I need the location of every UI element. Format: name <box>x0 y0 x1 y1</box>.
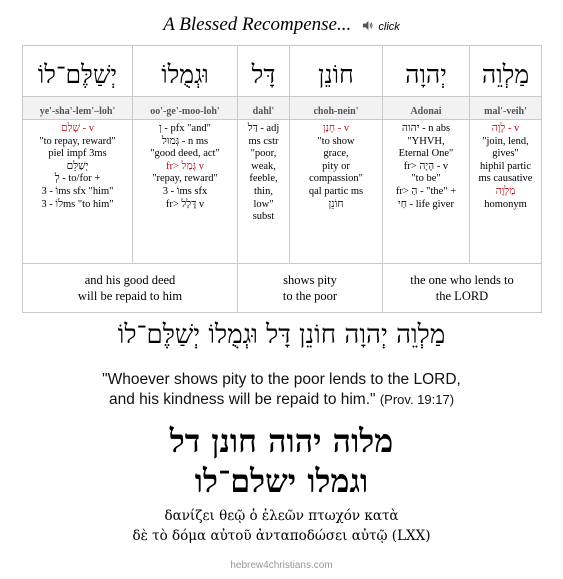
transliteration: mal'-veih' <box>484 105 527 117</box>
transliteration-row <box>23 97 542 120</box>
gloss-line: feeble, <box>249 173 278 185</box>
gloss-line: fr> הַ - "the" + <box>395 185 457 197</box>
gloss-line: שָׁלַם - v <box>61 123 94 134</box>
gloss-line: "YHVH, <box>407 135 445 147</box>
column-gloss-3 <box>290 120 383 264</box>
gloss-line: "repay, reward" <box>152 173 218 185</box>
verse-hebrew: מַלְוֵה יְהוָה חוֹנֵן דָּל וּגְמֻלוֹ יְשַׁלֶּם־לוֹ <box>117 320 446 350</box>
verse-reference: (Prov. 19:17) <box>379 392 455 407</box>
hebrew-row <box>23 46 542 97</box>
column-translit-1 <box>133 97 238 120</box>
gloss-line: grace, <box>323 148 349 160</box>
gloss-line: מַלְוֶה <box>495 185 516 197</box>
column-hebrew-2 <box>238 46 290 97</box>
speaker-icon[interactable] <box>362 20 373 31</box>
column-gloss-0 <box>23 120 133 264</box>
translation-line: the one who lends to <box>410 273 514 287</box>
stam-line: מלוה יהוה חונן דל <box>169 422 394 460</box>
gloss-line: חָנַן - v <box>322 123 350 134</box>
gloss-line: יהוה - n abs <box>401 123 451 134</box>
column-translit-0 <box>23 97 133 120</box>
gloss-line: compassion" <box>309 173 363 185</box>
verse-english-text: and his kindness will be repaid to him." <box>108 391 376 408</box>
word-analysis-table <box>22 45 542 313</box>
gloss-line: fr> גָּמַל v <box>165 160 205 172</box>
gloss-line: לוֹ - 3ms "to him" <box>41 198 114 210</box>
gloss-line: וֹ - 3ms sfx "him" <box>41 185 114 197</box>
gloss-line: piel impf 3ms <box>48 148 107 160</box>
gloss-line: לָוָה - v <box>491 123 520 134</box>
column-gloss-2 <box>238 120 290 264</box>
gloss-line: "good deed, act" <box>150 148 220 160</box>
gloss-row <box>23 120 542 264</box>
hebrew-word: חוֹנֵן <box>318 60 354 89</box>
hebrew-word: וּגְמֻלוֹ <box>161 60 209 89</box>
hebrew-word: יְהוָה <box>405 60 447 89</box>
gloss-line: low" <box>253 198 274 210</box>
gloss-line: fr> דָּלַל v <box>165 198 205 210</box>
footer-credit: hebrew4christians.com <box>230 560 333 571</box>
column-translit-4 <box>383 97 470 120</box>
english-row <box>23 264 542 313</box>
stam-line: וגמלו ישלם־לו <box>194 462 369 500</box>
gloss-line: "poor, <box>250 148 277 160</box>
gloss-line: fr> הָיָה - v <box>403 160 449 172</box>
column-hebrew-1 <box>133 46 238 97</box>
column-translit-5 <box>470 97 542 120</box>
gloss-line: וְ - pfx "and" <box>159 123 211 134</box>
gloss-line: homonym <box>484 198 527 210</box>
translation-cell-2 <box>383 264 542 313</box>
gloss-line: thin, <box>254 185 273 197</box>
gloss-line: hiphil partic <box>479 160 532 172</box>
translation-line: will be repaid to him <box>77 289 183 303</box>
gloss-line: "to be" <box>411 173 441 185</box>
column-hebrew-4 <box>383 46 470 97</box>
transliteration: choh-nein' <box>313 105 359 117</box>
verse-english-line: "Whoever shows pity to the poor lends to the LORD, <box>102 371 461 388</box>
column-gloss-5 <box>470 120 542 264</box>
column-gloss-4 <box>383 120 470 264</box>
gloss-line: וֹ - 3ms sfx <box>162 185 208 197</box>
transliteration: ye'-sha'-lem'–loh' <box>39 105 116 117</box>
column-hebrew-0 <box>23 46 133 97</box>
gloss-line: Eternal One" <box>398 148 454 160</box>
verse-english <box>0 370 563 410</box>
verse-english-line <box>0 390 563 410</box>
gloss-line: "join, lend, <box>482 135 529 147</box>
gloss-line: לְ - to/for + <box>54 173 101 185</box>
gloss-line: דַּל - adj <box>247 123 280 134</box>
translation-line: and his good deed <box>84 273 176 287</box>
page-title: A Blessed Recompense... <box>163 14 352 35</box>
column-hebrew-3 <box>290 46 383 97</box>
gloss-line: חַי - life giver <box>398 198 454 210</box>
translation-cell-1 <box>238 264 383 313</box>
gloss-line: gives" <box>492 148 519 160</box>
hebrew-word: יְשַׁלֶּם־לוֹ <box>37 60 118 89</box>
column-translit-3 <box>290 97 383 120</box>
gloss-line: יְשַׁלֵּם <box>66 160 89 172</box>
translation-line: to the poor <box>282 289 338 303</box>
gloss-line: "to show <box>317 135 355 147</box>
gloss-line: ms cstr <box>248 135 279 147</box>
gloss-line: weak, <box>251 160 276 172</box>
column-hebrew-5 <box>470 46 542 97</box>
gloss-line: pity or <box>322 160 350 172</box>
translation-cell-0 <box>23 264 238 313</box>
gloss-line: subst <box>252 211 275 223</box>
greek-line: δὲ τὸ δόμα αὐτοῦ ἀνταποδώσει αὐτῷ (LXX) <box>132 528 431 544</box>
gloss-line: ms causative <box>478 173 533 185</box>
gloss-line: qal partic ms <box>308 185 364 197</box>
translation-line: shows pity <box>283 273 337 287</box>
title-row <box>0 14 563 36</box>
gloss-line: חוֹנֵן <box>328 198 344 210</box>
gloss-line: "to repay, reward" <box>39 135 116 147</box>
hebrew-word: מַלְוֵה <box>481 60 530 89</box>
audio-click-link[interactable]: click <box>378 21 400 33</box>
column-gloss-1 <box>133 120 238 264</box>
transliteration: Adonai <box>410 105 442 117</box>
transliteration: dahl' <box>252 105 275 117</box>
gloss-line: גְּמוּל - n ms <box>161 135 209 147</box>
column-translit-2 <box>238 97 290 120</box>
hebrew-word: דָּל <box>251 60 276 89</box>
greek-line: δανίζει θεῷ ὁ ἐλεῶν πτωχόν κατὰ <box>164 508 399 524</box>
translation-line: the LORD <box>435 289 489 303</box>
transliteration: oo'-ge'-moo-loh' <box>150 105 220 117</box>
